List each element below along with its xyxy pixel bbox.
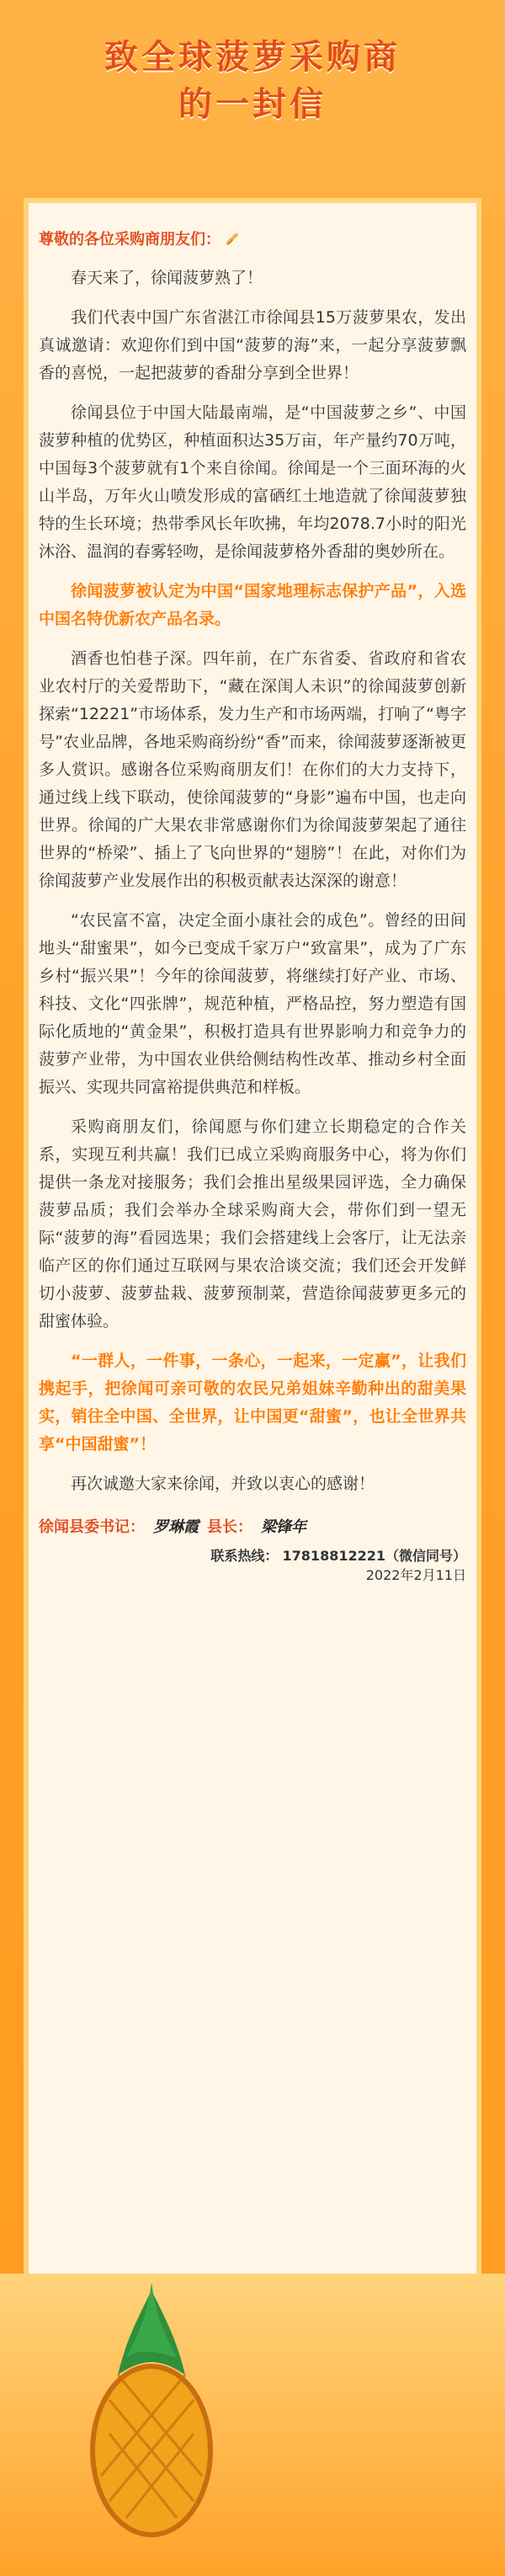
- paragraph-9: 再次诚邀大家来徐闻，并致以衷心的感谢！: [71, 1475, 375, 1493]
- hotline-value: 17818812221（微信同号）: [282, 1548, 466, 1564]
- paragraph-8-highlight: “一群人，一件事，一条心，一起来，一定赢”，让我们携起手，把徐闻可亲可敬的农民兄弟姐妹辛勤种出的甜美果实，销往全中国、全世界，让中国更“甜蜜”，也让全世界共享“中国甜蜜”！: [39, 1352, 466, 1453]
- hotline-label: 联系热线：: [210, 1548, 279, 1564]
- title-line-1: 致全球菠萝采购商: [104, 37, 401, 77]
- salutation-text: 尊敬的各位采购商朋友们：: [39, 231, 221, 248]
- page-title: [0, 34, 505, 128]
- hotline: [39, 1545, 466, 1565]
- mayor-label: 县长：: [207, 1518, 252, 1536]
- secretary-signature: 罗琳霞: [153, 1518, 199, 1536]
- title-line-2: 的一封信: [178, 84, 327, 124]
- paragraph-4-highlight: 徐闻菠萝被认定为中国“国家地理标志保护产品”，入选中国名特优新农产品名录。: [39, 582, 466, 628]
- paragraph-6: “农民富不富，决定全面小康社会的成色”。曾经的田间地头“甜蜜果”，如今已变成千家万户“致富果”，成为了广东乡村“振兴果”！今年的徐闻菠萝，将继续打好产业、市场、科技、文化“四张牌”，规范种植，严格品控，努力塑造有国际化质地的“黄金果”，积极打造具有世界影响力和竞争力的菠萝产业带，为中国农业供给侧结构性改革、推动乡村全面振兴、实现共同富裕提供典范和样板。: [39, 911, 466, 1096]
- date: 2022年2月11日: [365, 1567, 466, 1583]
- signature-block: [39, 1515, 466, 1584]
- feather-icon: [226, 231, 241, 248]
- paragraph-2: 我们代表中国广东省湛江市徐闻县15万菠萝果农，发出真诚邀请：欢迎你们到中国“菠萝的海”来，一起分享菠萝飘香的喜悦，一起把菠萝的香甜分享到全世界！: [39, 308, 466, 382]
- secretary-label: 徐闻县委书记：: [39, 1518, 145, 1536]
- signature-row: [39, 1515, 466, 1537]
- paragraph-7: 采购商朋友们，徐闻愿与你们建立长期稳定的合作关系，实现互利共赢！我们已成立采购商服务中心，将为你们提供一条龙对接服务；我们会推出星级果园评选，全力确保菠萝品质；我们会举办全球采购商大会，带你们到一望无际“菠萝的海”看园选果；我们会搭建线上会客厅，让无法亲临产区的你们通过互联网与果农洽谈交流；我们还会开发鲜切小菠萝、菠萝盐栽、菠萝预制菜，营造徐闻菠萝更多元的甜蜜体验。: [39, 1117, 466, 1331]
- paragraph-1: 春天来了，徐闻菠萝熟了！: [71, 269, 263, 287]
- paragraph-3: 徐闻县位于中国大陆最南端，是“中国菠萝之乡”、中国菠萝种植的优势区，种植面积达35万亩，年产量约70万吨，中国每3个菠萝就有1个来自徐闻。徐闻是一个三面环海的火山半岛，万年火山喷发形成的富硒红土地造就了徐闻菠萝独特的生长环境；热带季风长年吹拂，年均2078.7小时的阳光沐浴、温润的春雾轻吻，是徐闻菠萝格外香甜的奥妙所在。: [39, 403, 466, 561]
- mayor-signature: 梁锋年: [261, 1518, 306, 1536]
- pineapple-icon: [59, 2274, 244, 2552]
- title: [0, 34, 505, 128]
- contact: [39, 1545, 466, 1584]
- letter-content: [39, 227, 466, 1584]
- salutation: [39, 227, 466, 249]
- paragraph-5: 酒香也怕巷子深。四年前，在广东省委、省政府和省农业农村厅的关爱帮助下，“藏在深闺人未识”的徐闻菠萝创新探索“12221”市场体系，发力生产和市场两端，打响了“粤字号”农业品牌，各地采购商纷纷“香”而来，徐闻菠萝逐渐被更多人赏识。感谢各位采购商朋友们！在你们的大力支持下，通过线上线下联动，使徐闻菠萝的“身影”遍布中国，也走向世界。徐闻的广大果农非常感谢你们为徐闻菠萝架起了通往世界的“桥梁”、插上了飞向世界的“翅膀”！在此，对你们为徐闻菠萝产业发展作出的积极贡献表达深深的谢意！: [39, 649, 466, 890]
